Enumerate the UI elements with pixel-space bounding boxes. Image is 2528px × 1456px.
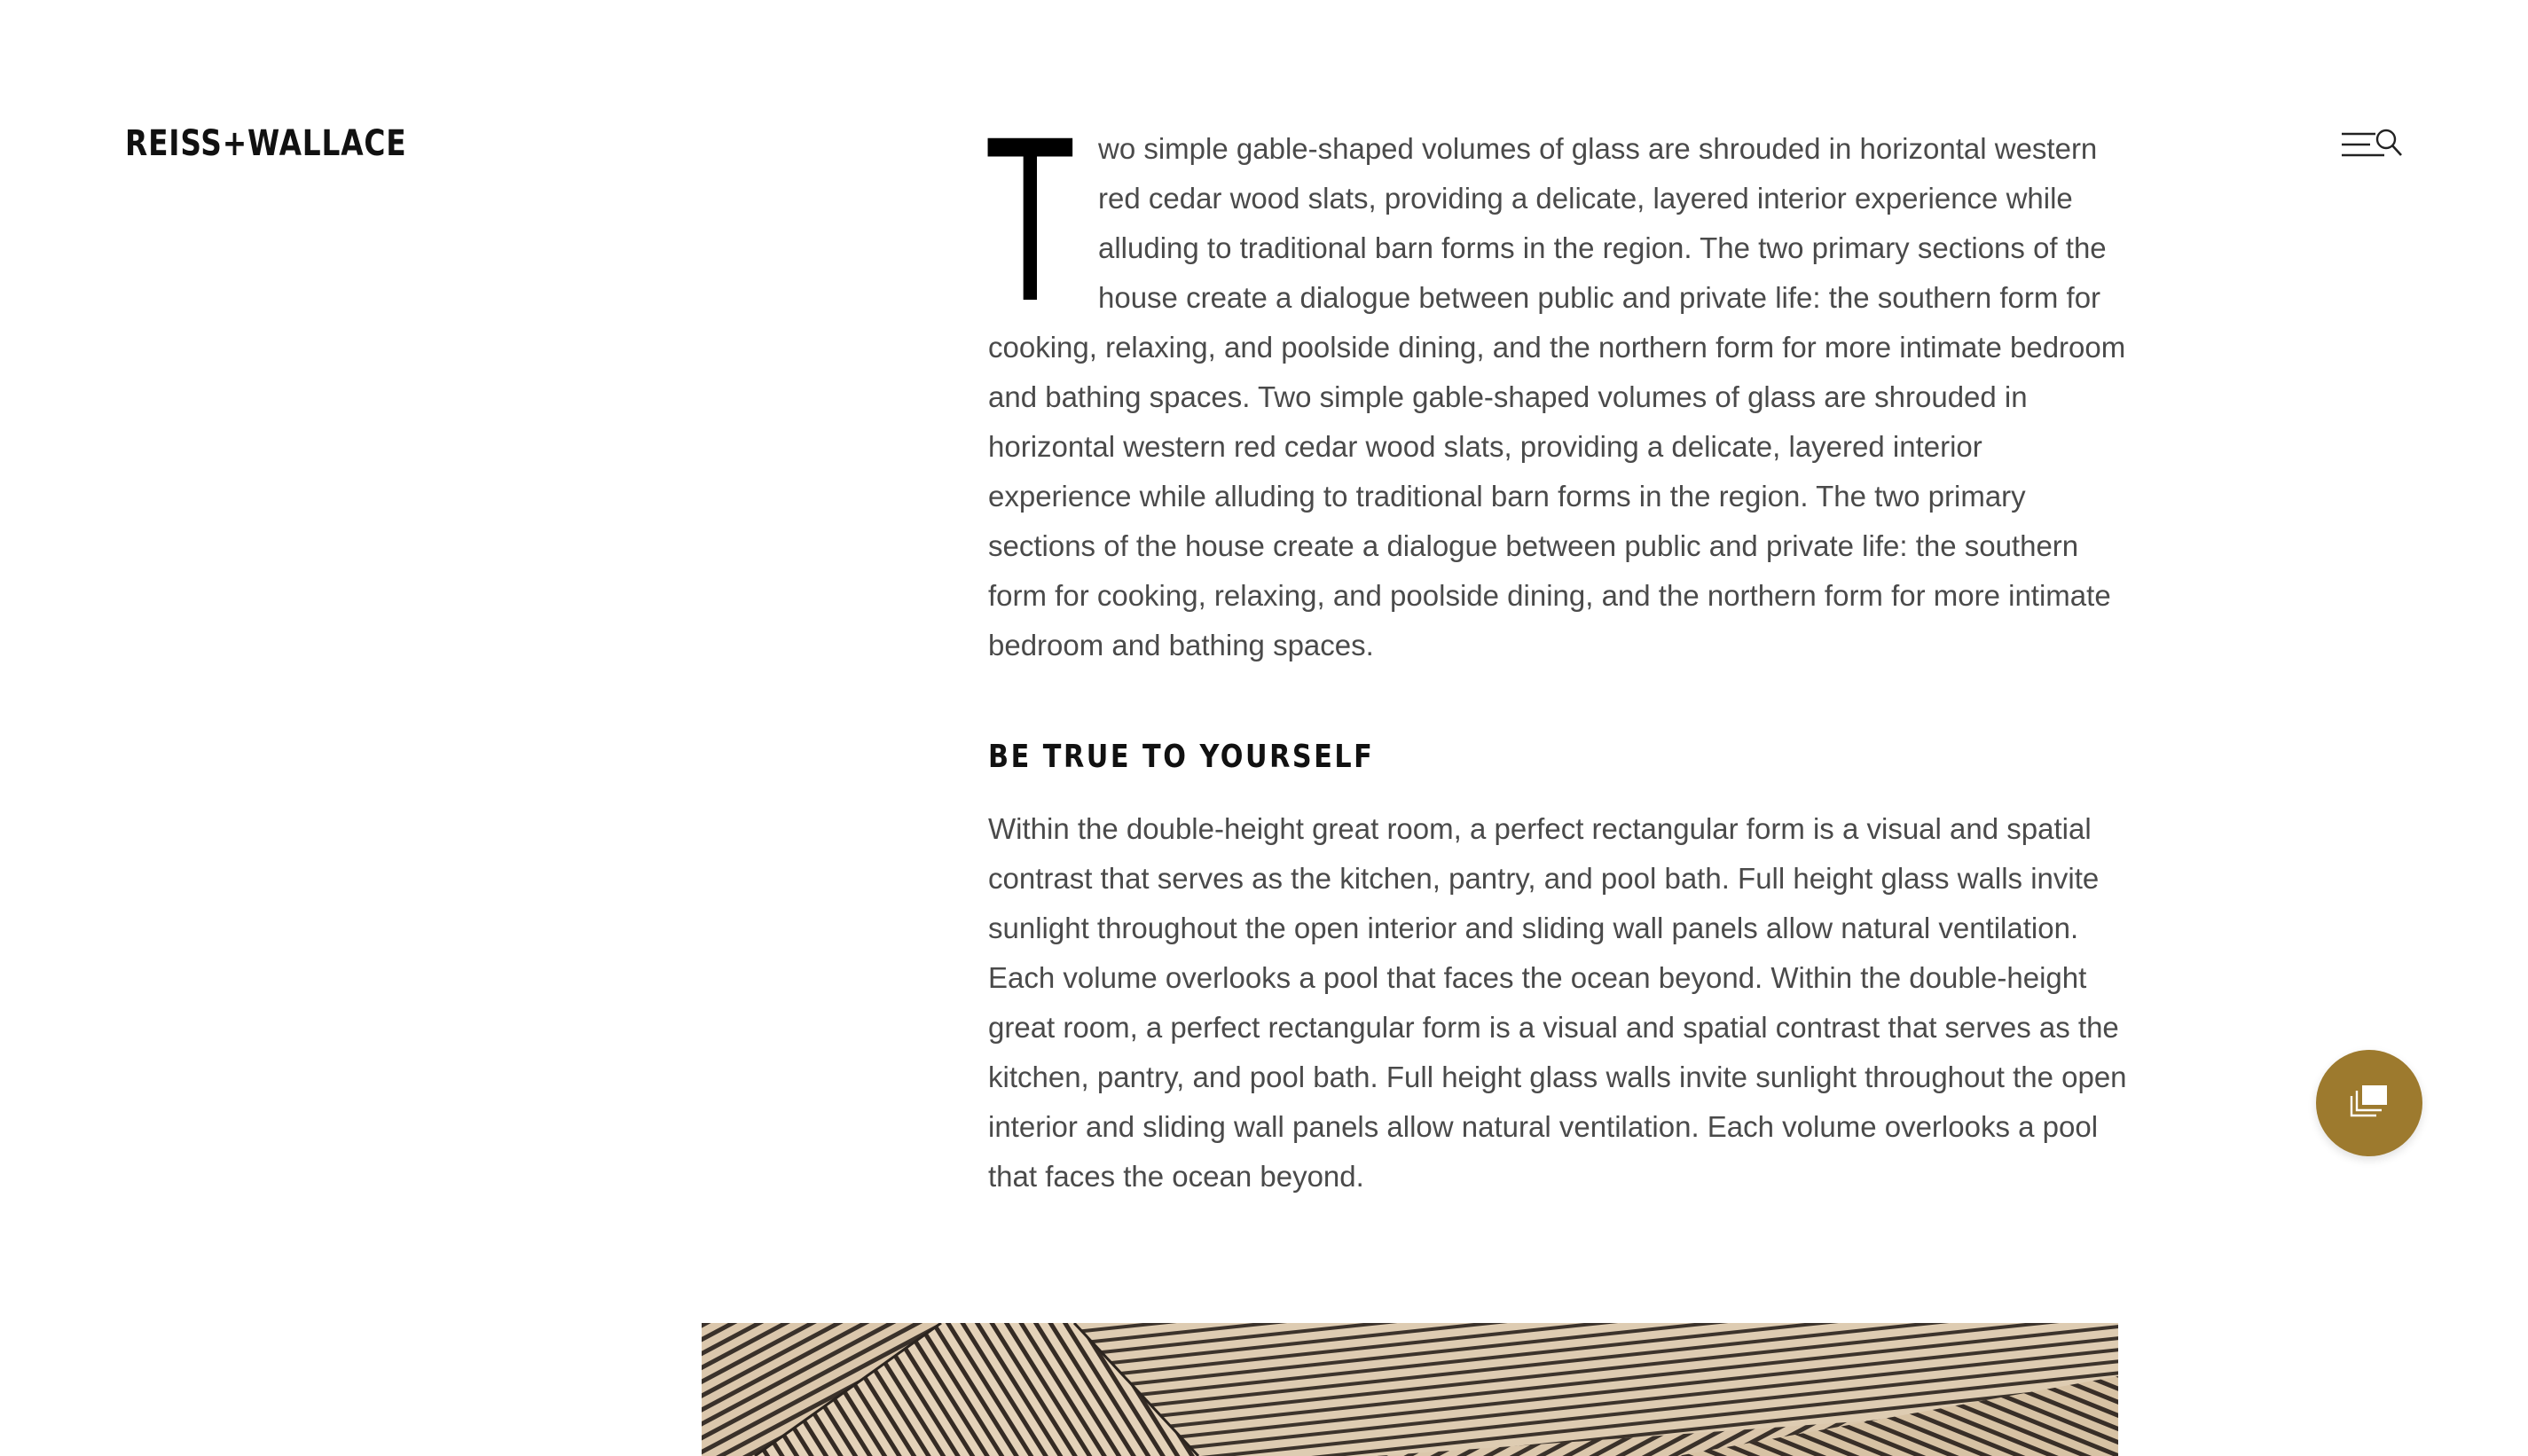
gallery-button[interactable] bbox=[2316, 1050, 2422, 1156]
section-paragraph: Within the double-height great room, a perfect rectangular form is a visual and spatial contrast that serves as the kitchen, pantry, and pool bath. Full height glass walls invite sunlight throughout the open interior and sliding wall panels allow natural ventilation. Each volume overlooks a pool that faces the ocean beyond. Within the double-height great room, a perfect rectangular form is a visual and spatial contrast that serves as the kitchen, pantry, and pool bath. Full height glass walls invite sunlight throughout the open interior and sliding wall panels allow natural ventilation. Each volume overlooks a pool that faces the ocean beyond. bbox=[988, 812, 2127, 1193]
project-image bbox=[702, 1323, 2118, 1456]
menu-search-icon bbox=[2340, 126, 2404, 163]
wood-slats-image bbox=[702, 1323, 2118, 1456]
gallery-icon bbox=[2350, 1085, 2389, 1121]
section-heading: BE TRUE TO YOURSELF bbox=[988, 739, 1375, 775]
menu-search-button[interactable] bbox=[2340, 126, 2404, 163]
intro-text: wo simple gable-shaped volumes of glass are shrouded in horizontal western red cedar wood slats, providing a delicate, layered interior experience while alluding to traditional barn forms in the region. The two primary sections of the house create a dialogue between public and private life: the southern form for cooking, relaxing, and poolside dining, and the northern form for more intimate bedroom and bathing spaces. Two simple gable-shaped volumes of glass are shrouded in horizontal western red cedar wood slats, providing a delicate, layered interior experience while alluding to traditional barn forms in the region. The two primary sections of the house create a dialogue between public and private life: the southern form for cooking, relaxing, and poolside dining, and the northern form for more intimate bedroom and bathing spaces. bbox=[988, 132, 2126, 661]
brand-logo[interactable]: REISS+WALLACE bbox=[125, 123, 407, 164]
drop-cap: T bbox=[988, 94, 1072, 352]
article-content bbox=[988, 94, 2132, 1202]
intro-paragraph bbox=[988, 94, 2132, 670]
